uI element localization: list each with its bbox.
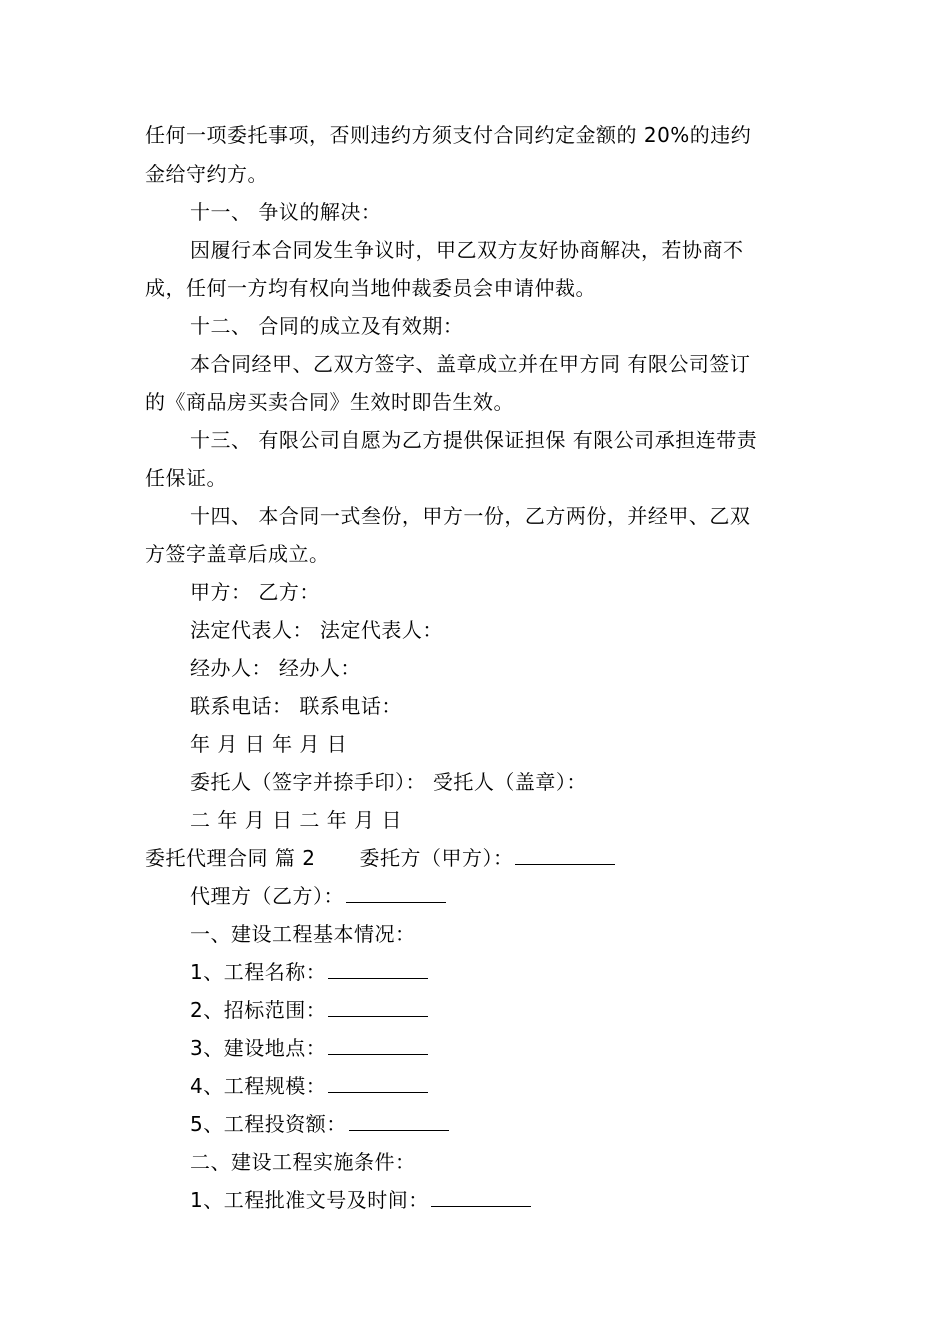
field-label: 1、工程名称： — [190, 960, 327, 984]
fill-blank — [328, 1034, 428, 1055]
field-label: 1、工程批准文号及时间： — [190, 1188, 429, 1212]
section-heading: 一、建设工程基本情况： — [190, 922, 416, 946]
fill-blank — [328, 958, 428, 979]
paragraph-line: 任保证。 — [145, 466, 227, 490]
section2-title: 委托代理合同 篇 2 — [145, 846, 316, 870]
signature-party-line: 甲方： 乙方： — [190, 580, 320, 604]
section2-header — [145, 844, 615, 872]
signature-handler-line: 经办人： 经办人： — [190, 656, 361, 680]
field-line — [190, 996, 428, 1024]
field-line — [190, 1186, 531, 1214]
field-label: 4、工程规模： — [190, 1074, 327, 1098]
paragraph-line: 的《商品房买卖合同》生效时即告生效。 — [145, 390, 514, 414]
field-line — [190, 1072, 428, 1100]
fill-blank — [346, 882, 446, 903]
field-line — [190, 1034, 428, 1062]
paragraph-line: 因履行本合同发生争议时，甲乙双方友好协商解决，若协商不 — [190, 238, 744, 262]
field-label: 代理方（乙方）： — [190, 884, 344, 908]
clause-heading-13: 十三、 有限公司自愿为乙方提供保证担保 有限公司承担连带责 — [190, 428, 758, 452]
paragraph-line: 本合同经甲、乙双方签字、盖章成立并在甲方同 有限公司签订 — [190, 352, 751, 376]
fill-blank — [328, 1072, 428, 1093]
section2-principal-label: 委托方（甲方）： — [359, 846, 514, 870]
fill-blank — [431, 1186, 531, 1207]
signature-phone-line: 联系电话： 联系电话： — [190, 694, 402, 718]
signature-date-line-2: 二 年 月 日 二 年 月 日 — [190, 808, 403, 832]
field-line — [190, 958, 428, 986]
paragraph-line: 方签字盖章后成立。 — [145, 542, 330, 566]
section-heading: 二、建设工程实施条件： — [190, 1150, 416, 1174]
paragraph-line: 成，任何一方均有权向当地仲裁委员会申请仲裁。 — [145, 276, 596, 300]
clause-heading-12: 十二、 合同的成立及有效期： — [190, 314, 464, 338]
fill-blank — [328, 996, 428, 1017]
paragraph-line: 任何一项委托事项，否则违约方须支付合同约定金额的 20%的违约 — [145, 123, 752, 147]
signature-date-line: 年 月 日 年 月 日 — [190, 732, 348, 756]
paragraph-line: 金给守约方。 — [145, 162, 268, 186]
clause-heading-11: 十一、 争议的解决： — [190, 200, 382, 224]
fill-blank — [515, 844, 615, 865]
signature-principal-line: 委托人（签字并捺手印）： 受托人（盖章）： — [190, 770, 587, 794]
fill-blank — [349, 1110, 449, 1131]
field-label: 3、建设地点： — [190, 1036, 327, 1060]
field-line — [190, 1110, 449, 1138]
field-label: 2、招标范围： — [190, 998, 327, 1022]
clause-heading-14: 十四、 本合同一式叁份，甲方一份，乙方两份，并经甲、乙双 — [190, 504, 751, 528]
signature-rep-line: 法定代表人： 法定代表人： — [190, 618, 443, 642]
field-line — [190, 882, 446, 910]
field-label: 5、工程投资额： — [190, 1112, 347, 1136]
